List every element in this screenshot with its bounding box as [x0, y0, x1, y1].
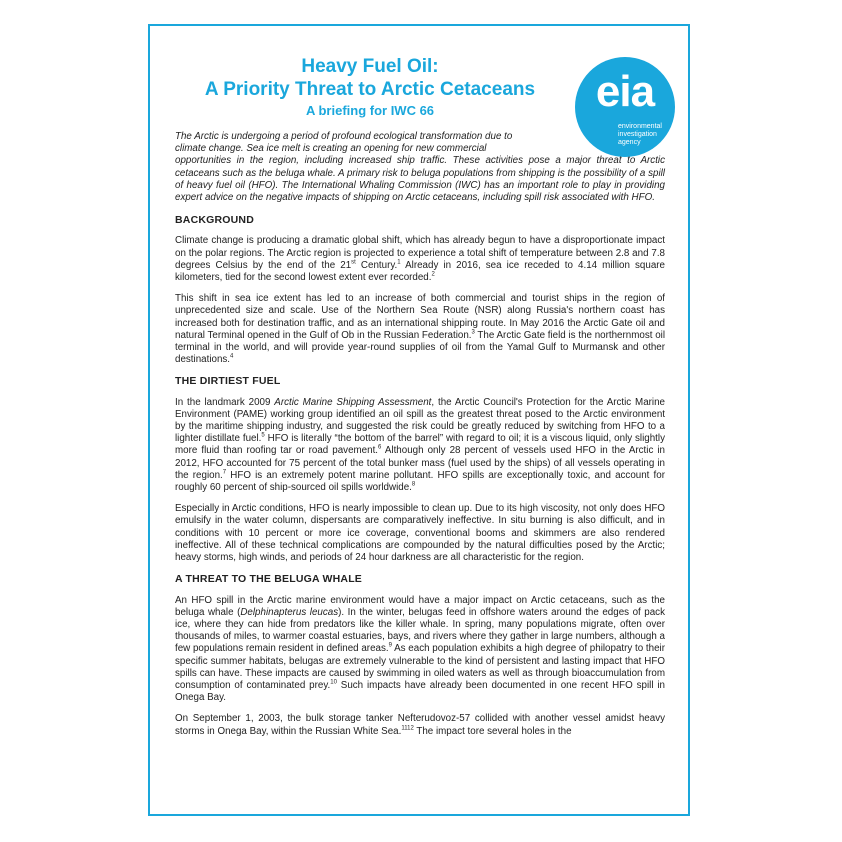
background-paragraph-1: Climate change is producing a dramatic global shift, which has already begun to have a disproportionate impact on the polar regions. The Arctic region is projected to experience a total shift of temperature between 2.8 and 7.8 degrees Celsius by the end of the 21st Century.$^1$ Already in 2016, sea ice receded to 4.14 million square kilometers, tied for the second lowest extent ever recorded.$^2$	[175, 235, 665, 284]
logo-mark: eia	[595, 67, 655, 116]
page-title: Heavy Fuel Oil:	[301, 56, 439, 77]
beluga-paragraph-2: On September 1, 2003, the bulk storage tanker Nefterudovoz-57 collided with another vessel amidst heavy storms in Onega Bay, within the Russian White Sea.$^{1112}$ The impact tore several holes in the	[175, 713, 665, 737]
title-block	[160, 55, 580, 120]
logo-text-line-2: investigation	[618, 131, 657, 138]
intro-line-1: The Arctic is undergoing a period of profound ecological transformation due to	[175, 131, 513, 142]
heading-background: BACKGROUND	[175, 214, 254, 227]
heading-dirtiest-fuel: THE DIRTIEST FUEL	[175, 375, 281, 388]
page-subtitle: A briefing for IWC 66	[305, 103, 435, 118]
document-body	[175, 131, 665, 747]
dirtiest-paragraph-2: Especially in Arctic conditions, HFO is nearly impossible to clean up. Due to its high viscosity, not only does HFO emulsify in the water column, dispersants are comparatively ineffective. In situ burning is also difficult, and in conditions with 10 percent or more ice coverage, conventional booms and skimmers are also rendered ineffective. All of these technical complications are compounded by the natural difficulties posed by the Arctic; heavy storms, high winds, and periods of 24 hour darkness are all characteristic for the region.	[175, 503, 665, 564]
intro-line-2: climate change. Sea ice melt is creating an opening for new commercial	[175, 143, 487, 155]
heading-beluga: A THREAT TO THE BELUGA WHALE	[175, 573, 363, 586]
intro-paragraph	[175, 131, 665, 204]
page-title-line-2: A Priority Threat to Arctic Cetaceans	[204, 79, 536, 100]
logo-text-line-3: agency	[618, 139, 641, 146]
logo-text-line-1: environmental	[618, 123, 662, 130]
intro-rest: opportunities in the region, including increased ship traffic. These activities pose a major threat to Arctic cetaceans such as the beluga whale. A primary risk to beluga populations from shipping is the possibility of a spill of heavy fuel oil (HFO). The International Whaling Commission (IWC) has an important role to play in providing expert advice on the negative impacts of shipping on Arctic cetaceans, including spill risk associated with HFO.	[175, 155, 665, 204]
beluga-paragraph-1: An HFO spill in the Arctic marine environment would have a major impact on Arctic cetaceans, such as the beluga whale (Delphinapterus leucas). In the winter, belugas feed in offshore waters around the edges of pack ice, where they can hide from predators like the killer whale. In spring, many populations migrate, often over thousands of miles, to warmer coastal estuaries, bays, and rivers where they gather in large numbers, although a few populations remain resident in defined areas.$^9$ As each population exhibits a high degree of philopatry to their specific summer habitats, belugas are extremely vulnerable to the kind of persistent and lasting impact that HFO spills can have. These impacts are caused by swimming in oiled waters as well as through bioaccumulation from consumption of contaminated prey.$^{10}$ Such impacts have already been documented in one recent HFO spill in Onega Bay.	[175, 594, 666, 704]
background-paragraph-2: This shift in sea ice extent has led to an increase of both commercial and tourist ships in the region of unprecedented size and scale. Use of the Northern Sea Route (NSR) along Russia's northern coast has increased both for destination traffic, and as an international shipping route. In May 2016 the Arctic Gate oil and natural Terminal opened in the Gulf of Ob in the Russian Federation.$^3$ The Arctic Gate field is the northernmost oil terminal in the world, and will provide year-round supplies of oil from the Yamal Gulf to Murmansk and other destinations.$^4$	[175, 293, 666, 366]
dirtiest-paragraph-1: In the landmark 2009 Arctic Marine Shipping Assessment, the Arctic Council's Protection for the Arctic Marine Environment (PAME) working group identified an oil spill as the greatest threat posed to the Arctic environment by the maritime shipping industry, and suggested the risk could be greatly reduced by switching from HFO to a lighter distillate fuel.$^5$ HFO is literally “the bottom of the barrel” with regard to oil; it is a viscous liquid, only slightly more fluid than roofing tar or road pavement.$^6$ Although only 28 percent of vessels used HFO in the Arctic in 2012, HFO accounted for 75 percent of the total bunker mass (fuel used by the ships) of all vessels operating in the region.$^7$ HFO is an extremely potent marine pollutant. HFO spills are exceptionally toxic, and account for roughly 60 percent of ship-sourced oil spills worldwide.$^8$	[175, 396, 665, 494]
